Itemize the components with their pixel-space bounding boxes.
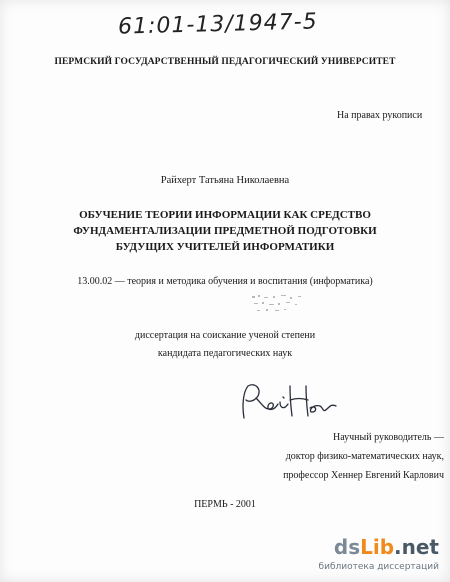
logo-lib: Lib: [360, 535, 395, 559]
logo-net: .net: [394, 535, 439, 559]
author-name: Райхерт Татьяна Николаевна: [160, 175, 290, 186]
watermark-subtitle: библиотека диссертаций: [318, 562, 439, 572]
logo-ds: ds: [333, 535, 361, 559]
advisor-line: профессор Хеннер Евгений Карлович: [283, 470, 444, 481]
thesis-title-line: ФУНДАМЕНТАЛИЗАЦИИ ПРЕДМЕТНОЙ ПОДГОТОВКИ: [73, 225, 377, 237]
thesis-title-line: ОБУЧЕНИЕ ТЕОРИИ ИНФОРМАЦИИ КАК СРЕДСТВО: [79, 209, 371, 221]
advisor-line: Научный руководитель —: [333, 432, 444, 443]
faded-stamp-mark: [248, 293, 312, 315]
rights-note: На правах рукописи: [337, 110, 423, 121]
handwritten-catalog-code: 61:01-13/1947-5: [117, 9, 318, 40]
dslib-logo: [334, 535, 439, 559]
thesis-title: [0, 207, 450, 255]
thesis-title-line: БУДУЩИХ УЧИТЕЛЕЙ ИНФОРМАТИКИ: [115, 241, 335, 253]
specialty-code: 13.00.02 — теория и методика обучения и воспитания (информатика): [77, 276, 373, 287]
scientific-advisor: [262, 428, 444, 485]
city-year: ПЕРМЬ - 2001: [194, 499, 256, 510]
dslib-watermark: [303, 535, 445, 579]
degree-statement: [0, 327, 450, 363]
degree-line: кандидата педагогических наук: [157, 348, 293, 359]
university-name: ПЕРМСКИЙ ГОСУДАРСТВЕННЫЙ ПЕДАГОГИЧЕСКИЙ УНИВЕРСИТЕТ: [54, 57, 396, 67]
author-signature: [232, 378, 342, 428]
advisor-line: доктор физико-математических наук,: [285, 451, 444, 462]
degree-line: диссертация на соискание ученой степени: [134, 330, 316, 341]
